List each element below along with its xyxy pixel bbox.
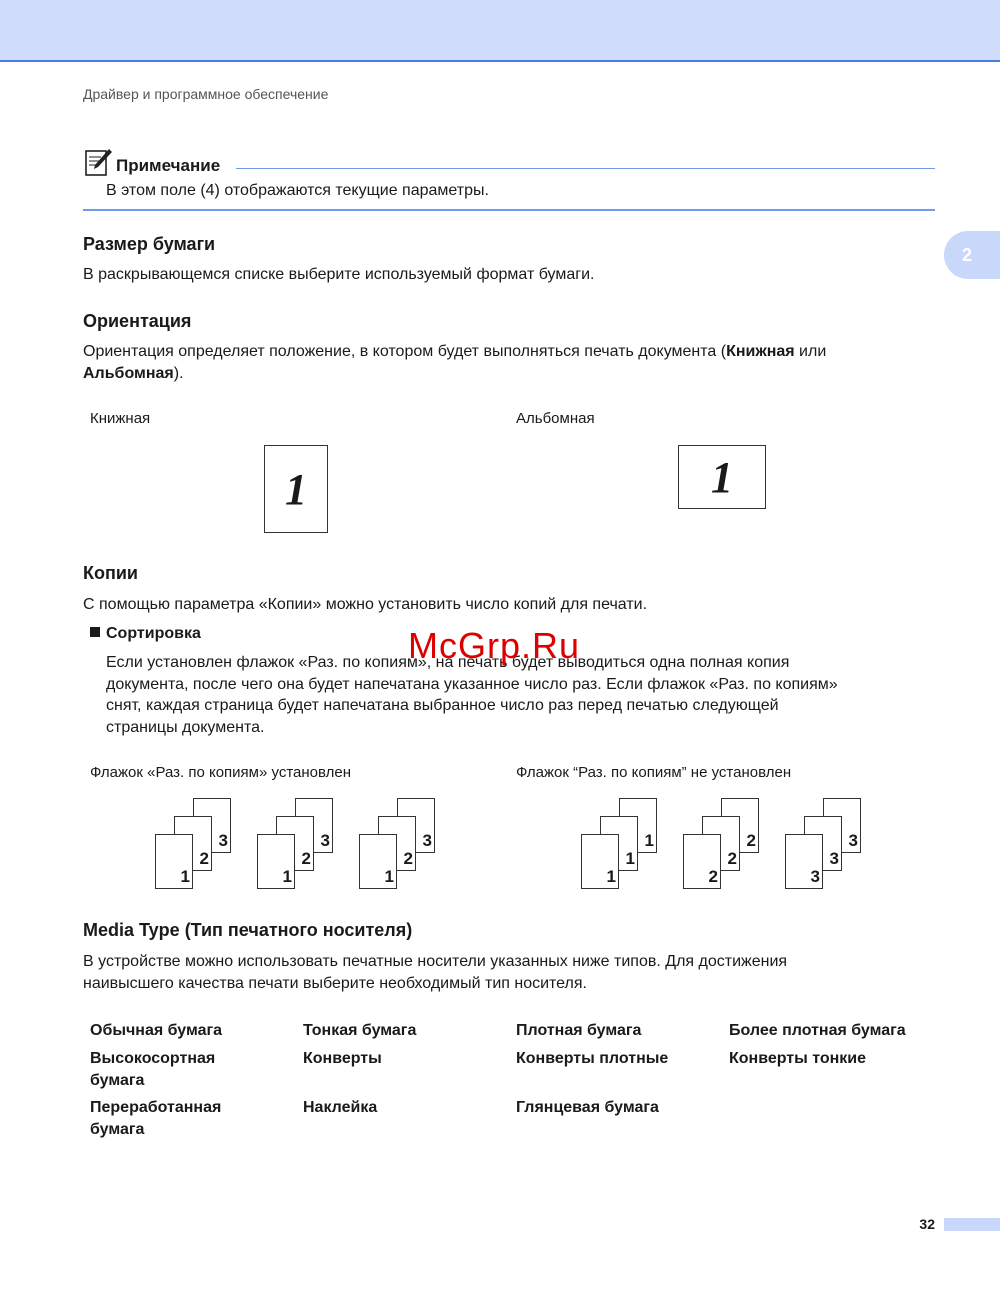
portrait-label: Книжная (90, 410, 151, 427)
uncollated-copy-set (683, 798, 763, 893)
page-number-bar (944, 1218, 1000, 1231)
media-type-item: Тонкая бумага (303, 1022, 417, 1039)
uncollated-copy-set (785, 798, 865, 893)
media-text: В устройстве можно использовать печатные носители указанных ниже типов. Для достижения наивысшего качества печати выберите необходимый тип носителя. (83, 953, 788, 992)
media-type-item: Переработанная бумага (90, 1099, 222, 1138)
copy-page-number: 1 (625, 849, 635, 868)
copy-page-number: 3 (320, 831, 330, 850)
watermark: McGrp.Ru (408, 625, 581, 666)
copy-page-number: 3 (422, 831, 432, 850)
note-text: В этом поле (4) отображаются текущие параметры. (106, 182, 489, 199)
copy-page (257, 834, 295, 889)
note-divider-bottom (83, 209, 935, 211)
copy-page-number: 2 (708, 867, 718, 886)
bullet-square-icon (90, 627, 100, 637)
collated-copy-set (257, 798, 337, 893)
copy-page-number: 1 (606, 867, 616, 886)
media-type-item: Более плотная бумага (729, 1022, 906, 1039)
paper-size-text: В раскрывающемся списке выберите используемый формат бумаги. (83, 266, 595, 283)
copy-page-number: 3 (829, 849, 839, 868)
collated-copy-set (359, 798, 439, 893)
top-banner (0, 0, 1000, 62)
copy-page-number: 3 (218, 831, 228, 850)
copy-page (155, 834, 193, 889)
page-number: 32 (919, 1216, 935, 1232)
uncollated-copy-set (581, 798, 661, 893)
chapter-tab: 2 (944, 231, 1000, 279)
copy-page-number: 1 (282, 867, 292, 886)
collate-text: Если установлен флажок «Раз. по копиям», на печать будет выводиться одна полная копия документа, после чего она будет напечатана указанное число раз. Если флажок «Раз. по копиям» снят, каждая страница будет напечатана выбранное число раз перед печатью следующей страницы документа. (106, 654, 838, 736)
landscape-label: Альбомная (516, 410, 595, 427)
collated-copy-set (155, 798, 235, 893)
media-type-item: Наклейка (303, 1099, 378, 1116)
media-type-item: Конверты (303, 1050, 382, 1067)
note-pencil-icon (83, 147, 113, 177)
copy-page-number: 3 (848, 831, 858, 850)
landscape-sheet: 1 (678, 445, 766, 509)
copy-page-number: 2 (746, 831, 756, 850)
copy-page-number: 1 (644, 831, 654, 850)
copy-page (359, 834, 397, 889)
note-divider-top (236, 168, 935, 169)
media-type-item: Высокосортная бумага (90, 1050, 216, 1089)
media-type-item: Глянцевая бумага (516, 1099, 659, 1116)
paper-size-heading: Размер бумаги (83, 234, 216, 254)
media-type-item: Конверты плотные (516, 1050, 669, 1067)
media-heading: Media Type (Тип печатного носителя) (83, 920, 413, 940)
copies-heading: Копии (83, 563, 138, 583)
copy-page-number: 2 (403, 849, 413, 868)
running-header: Драйвер и программное обеспечение (83, 86, 329, 102)
copy-page (785, 834, 823, 889)
collate-title: Сортировка (90, 623, 201, 645)
copy-page-number: 2 (199, 849, 209, 868)
copy-page-number: 2 (301, 849, 311, 868)
copy-page (581, 834, 619, 889)
copies-text: С помощью параметра «Копии» можно установить число копий для печати. (83, 596, 648, 613)
media-type-item: Обычная бумага (90, 1022, 223, 1039)
orientation-heading: Ориентация (83, 311, 192, 331)
note-title: Примечание (116, 156, 221, 175)
media-type-item: Конверты тонкие (729, 1050, 867, 1067)
copy-page-number: 2 (727, 849, 737, 868)
media-type-item: Плотная бумага (516, 1022, 642, 1039)
copy-page-number: 3 (810, 867, 820, 886)
collate-checked-label: Флажок «Раз. по копиям» установлен (90, 764, 351, 781)
copy-page (683, 834, 721, 889)
portrait-sheet: 1 (264, 445, 328, 533)
copy-page-number: 1 (180, 867, 190, 886)
collate-unchecked-label: Флажок “Раз. по копиям” не установлен (516, 764, 792, 781)
copy-page-number: 1 (384, 867, 394, 886)
orientation-text: Ориентация определяет положение, в котором будет выполняться печать документа (Книжная или Альбомная). (83, 343, 827, 382)
